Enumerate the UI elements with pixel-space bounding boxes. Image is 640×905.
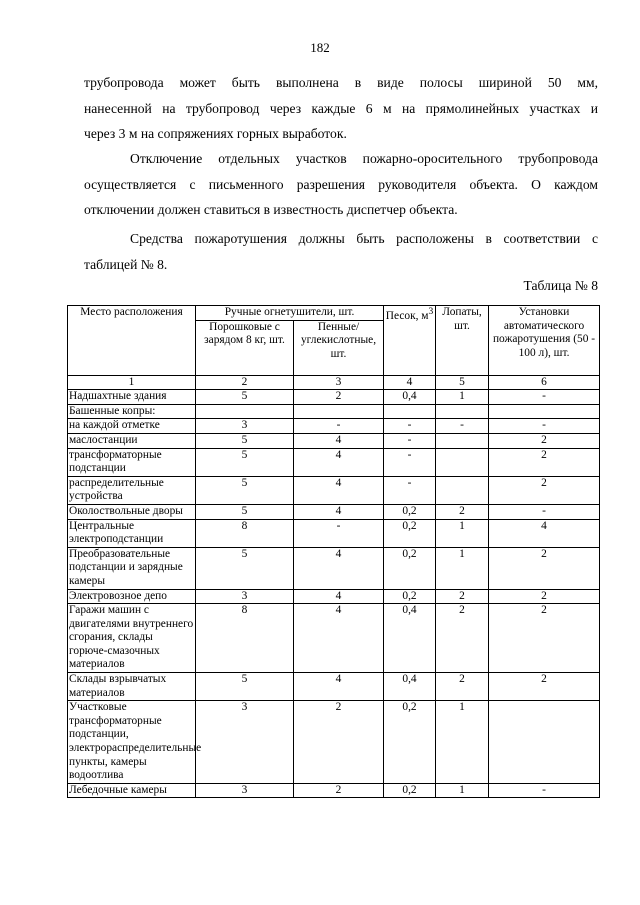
col-number: 5	[436, 375, 489, 390]
col-number: 2	[196, 375, 294, 390]
value-cell: 4	[489, 519, 600, 547]
value-cell: 0,2	[384, 504, 436, 519]
header-sand-label: Песок, м	[385, 309, 429, 322]
text-line: отключении должен ставиться в известность диспетчер объекта.	[84, 202, 458, 217]
table-caption: Таблица № 8	[523, 278, 598, 293]
table-row	[68, 701, 600, 784]
value-cell	[489, 701, 600, 784]
paragraph-2	[84, 146, 598, 223]
header-sand	[384, 306, 436, 376]
value-cell: 0,2	[384, 519, 436, 547]
text-line: трубопровода может быть выполнена в виде полосы шириной 50 мм,	[84, 75, 598, 90]
value-cell: 2	[489, 673, 600, 701]
table-row	[68, 448, 600, 476]
page-number: 182	[310, 40, 330, 55]
value-cell: -	[489, 504, 600, 519]
location-cell: на каждой отметке	[68, 419, 196, 434]
header-location: Место расположения	[68, 306, 196, 376]
table-row	[68, 589, 600, 604]
location-cell: Лебедочные камеры	[68, 783, 196, 798]
table-row	[68, 504, 600, 519]
value-cell: 2	[489, 448, 600, 476]
value-cell: 5	[196, 476, 294, 504]
value-cell: 1	[436, 390, 489, 405]
value-cell: 5	[196, 547, 294, 589]
header-extinguishers: Ручные огнетушители, шт.	[196, 306, 384, 321]
text-line: таблицей № 8.	[84, 256, 168, 272]
header-sand-superscript: 3	[428, 307, 434, 317]
value-cell: 3	[196, 783, 294, 798]
table-row	[68, 476, 600, 504]
value-cell	[384, 404, 436, 419]
value-cell: 5	[196, 390, 294, 405]
fire-equipment-table	[67, 305, 600, 798]
value-cell: 3	[196, 701, 294, 784]
value-cell: 4	[294, 547, 384, 589]
value-cell: 1	[436, 547, 489, 589]
paragraph-1	[84, 70, 598, 147]
value-cell: 0,2	[384, 589, 436, 604]
location-cell: Участковые трансформаторные подстанции, электрораспределительные пункты, камеры водоотлива	[68, 701, 196, 784]
value-cell: 2	[489, 604, 600, 673]
value-cell	[196, 404, 294, 419]
text-line: Средства пожаротушения должны быть расположены в соответствии с	[130, 231, 598, 246]
value-cell	[489, 404, 600, 419]
location-cell: Центральные электроподстанции	[68, 519, 196, 547]
value-cell: -	[294, 419, 384, 434]
text-line: через 3 м на сопряжениях горных выработок.	[84, 126, 347, 141]
value-cell: -	[436, 419, 489, 434]
value-cell: 2	[436, 604, 489, 673]
text-line: Отключение отдельных участков пожарно-оросительного трубопровода	[130, 151, 598, 166]
value-cell: 5	[196, 448, 294, 476]
value-cell: 4	[294, 448, 384, 476]
value-cell	[436, 433, 489, 448]
value-cell: 4	[294, 504, 384, 519]
value-cell: 4	[294, 476, 384, 504]
location-cell: Надшахтные здания	[68, 390, 196, 405]
location-cell: Гаражи машин с двигателями внутреннего сгорания, склады горюче-смазочных материалов	[68, 604, 196, 673]
value-cell	[436, 448, 489, 476]
value-cell: 1	[436, 519, 489, 547]
value-cell: 4	[294, 433, 384, 448]
value-cell	[436, 476, 489, 504]
col-number: 1	[68, 375, 196, 390]
value-cell: 2	[489, 589, 600, 604]
location-cell: маслостанции	[68, 433, 196, 448]
header-installations: Установки автоматического пожаротушения (50 - 100 л), шт.	[489, 306, 600, 376]
location-cell: Склады взрывчатых материалов	[68, 673, 196, 701]
table-row	[68, 673, 600, 701]
value-cell: -	[384, 419, 436, 434]
value-cell: -	[384, 476, 436, 504]
table-row	[68, 783, 600, 798]
value-cell: 4	[294, 673, 384, 701]
value-cell: 2	[436, 589, 489, 604]
value-cell: 2	[489, 433, 600, 448]
value-cell: -	[489, 390, 600, 405]
table-row	[68, 519, 600, 547]
value-cell: 1	[436, 701, 489, 784]
text-line: осуществляется с письменного разрешения руководителя объекта. О каждом	[84, 176, 598, 192]
value-cell: 2	[294, 701, 384, 784]
value-cell	[436, 404, 489, 419]
table-row	[68, 604, 600, 673]
value-cell: 8	[196, 519, 294, 547]
value-cell: 5	[196, 504, 294, 519]
value-cell: 0,4	[384, 673, 436, 701]
value-cell: -	[489, 783, 600, 798]
location-cell: трансформаторные подстанции	[68, 448, 196, 476]
location-cell: Преобразовательные подстанции и зарядные камеры	[68, 547, 196, 589]
table-row	[68, 547, 600, 589]
location-cell: Электровозное депо	[68, 589, 196, 604]
table-row	[68, 433, 600, 448]
value-cell: 1	[436, 783, 489, 798]
col-number: 4	[384, 375, 436, 390]
value-cell: 2	[489, 547, 600, 589]
value-cell: 2	[436, 673, 489, 701]
value-cell: 2	[294, 783, 384, 798]
value-cell: 3	[196, 589, 294, 604]
value-cell: 4	[294, 604, 384, 673]
location-cell: Околоствольные дворы	[68, 504, 196, 519]
value-cell: -	[294, 519, 384, 547]
table-body	[68, 390, 600, 798]
header-foam: Пенные/ углекислотные, шт.	[294, 320, 384, 375]
col-number: 6	[489, 375, 600, 390]
value-cell: 5	[196, 673, 294, 701]
value-cell: 4	[294, 589, 384, 604]
value-cell: 2	[294, 390, 384, 405]
header-shovels: Лопаты, шт.	[436, 306, 489, 376]
value-cell: 0,2	[384, 783, 436, 798]
value-cell: -	[384, 433, 436, 448]
value-cell: 0,4	[384, 604, 436, 673]
value-cell: 8	[196, 604, 294, 673]
location-cell: распределительные устройства	[68, 476, 196, 504]
text-line: нанесенной на трубопровод через каждые 6 м на прямолинейных участках и	[84, 100, 598, 116]
table-row	[68, 390, 600, 405]
value-cell	[294, 404, 384, 419]
header-powder: Порошковые с зарядом 8 кг, шт.	[196, 320, 294, 375]
value-cell: 3	[196, 419, 294, 434]
table-row	[68, 419, 600, 434]
value-cell: 0,2	[384, 547, 436, 589]
table-row	[68, 404, 600, 419]
location-cell: Башенные копры:	[68, 404, 196, 419]
value-cell: 2	[436, 504, 489, 519]
value-cell: 2	[489, 476, 600, 504]
paragraph-3	[84, 226, 598, 277]
value-cell: 0,4	[384, 390, 436, 405]
value-cell: 5	[196, 433, 294, 448]
value-cell: 0,2	[384, 701, 436, 784]
value-cell: -	[489, 419, 600, 434]
col-number: 3	[294, 375, 384, 390]
value-cell: -	[384, 448, 436, 476]
